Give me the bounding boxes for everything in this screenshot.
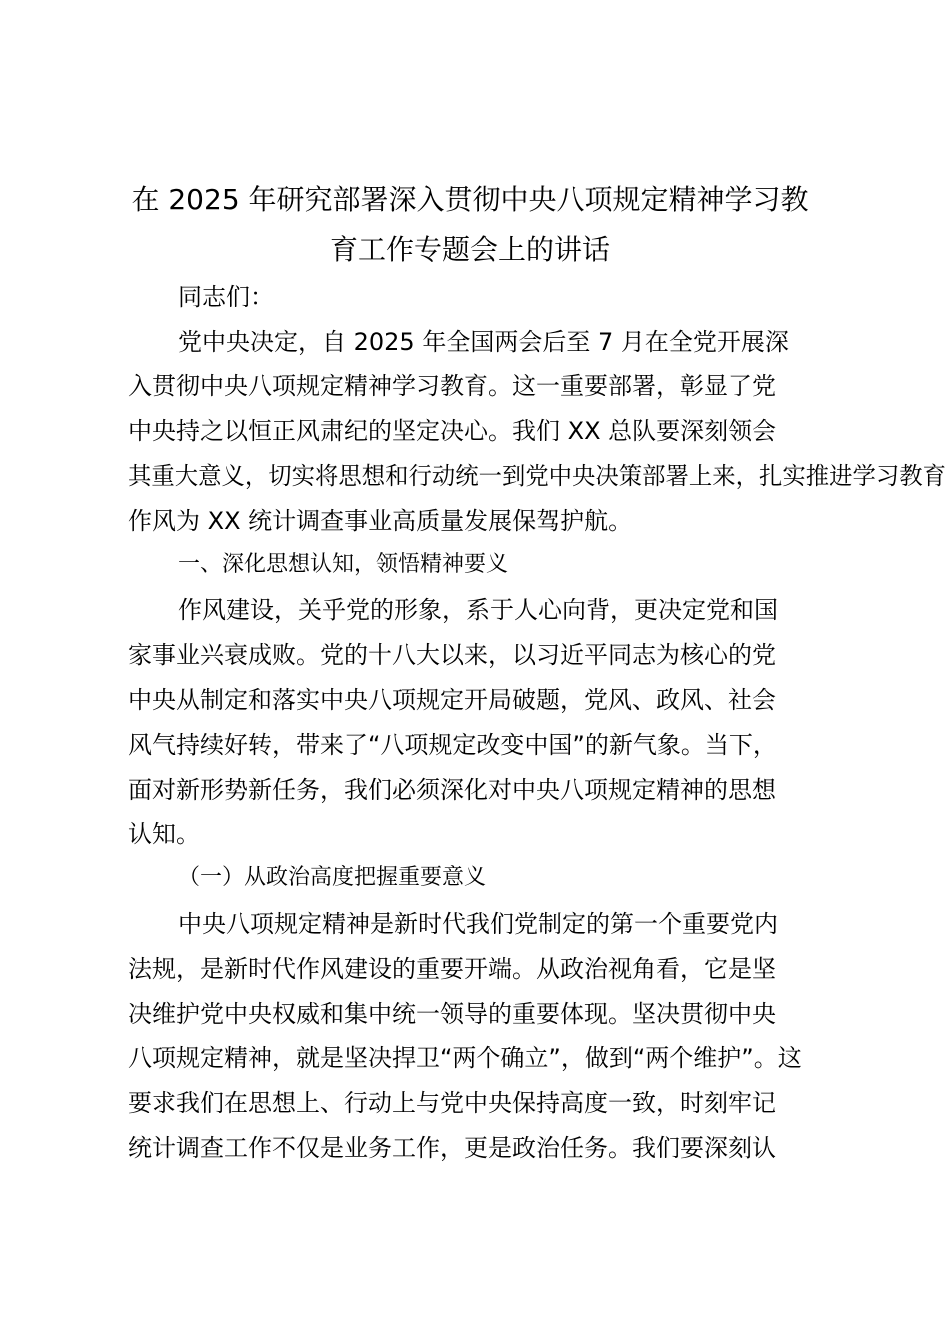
paragraph-3-line-3: 决维护党中央权威和集中统一领导的重要体现。坚决贯彻中央 [128, 1000, 776, 1028]
paragraph-3-line-5: 要求我们在思想上、行动上与党中央保持高度一致，时刻牢记 [128, 1089, 776, 1117]
paragraph-1-line-4: 其重大意义，切实将思想和行动统一到党中央决策部署上来，扎实推进学习教育 [128, 462, 946, 490]
paragraph-2-line-2: 家事业兴衰成败。党的十八大以来，以习近平同志为核心的党 [128, 641, 776, 669]
paragraph-1-line-1: 党中央决定，自 2025 年全国两会后至 7 月在全党开展深 [178, 328, 789, 356]
paragraph-3-line-4: 八项规定精神，就是坚决捍卫“两个确立”，做到“两个维护”。这 [128, 1044, 802, 1072]
paragraph-3-line-1: 中央八项规定精神是新时代我们党制定的第一个重要党内 [178, 910, 778, 938]
section-heading-1: 一、深化思想认知，领悟精神要义 [178, 552, 509, 577]
document-title-line-1: 在 2025 年研究部署深入贯彻中央八项规定精神学习教 [131, 183, 809, 216]
paragraph-1-line-3: 中央持之以恒正风肃纪的坚定决心。我们 XX 总队要深刻领会 [128, 417, 777, 445]
paragraph-3-line-2: 法规，是新时代作风建设的重要开端。从政治视角看，它是坚 [128, 955, 776, 983]
salutation: 同志们： [178, 283, 274, 311]
paragraph-2-line-5: 面对新形势新任务，我们必须深化对中央八项规定精神的思想 [128, 776, 776, 804]
paragraph-3-line-6: 统计调查工作不仅是业务工作，更是政治任务。我们要深刻认 [128, 1134, 776, 1162]
paragraph-2-line-6: 认知。 [128, 820, 200, 848]
paragraph-2-line-3: 中央从制定和落实中央八项规定开局破题，党风、政风、社会 [128, 686, 776, 714]
document-title-line-2: 育工作专题会上的讲话 [329, 233, 610, 266]
paragraph-2-line-1: 作风建设，关乎党的形象，系于人心向背，更决定党和国 [178, 596, 778, 624]
paragraph-2-line-4: 风气持续好转，带来了“八项规定改变中国”的新气象。当下， [128, 731, 777, 759]
paragraph-1-line-2: 入贯彻中央八项规定精神学习教育。这一重要部署，彰显了党 [128, 372, 776, 400]
subsection-heading-1: （一）从政治高度把握重要意义 [178, 865, 487, 890]
paragraph-1-line-5: 作风为 XX 统计调查事业高质量发展保驾护航。 [128, 507, 633, 535]
